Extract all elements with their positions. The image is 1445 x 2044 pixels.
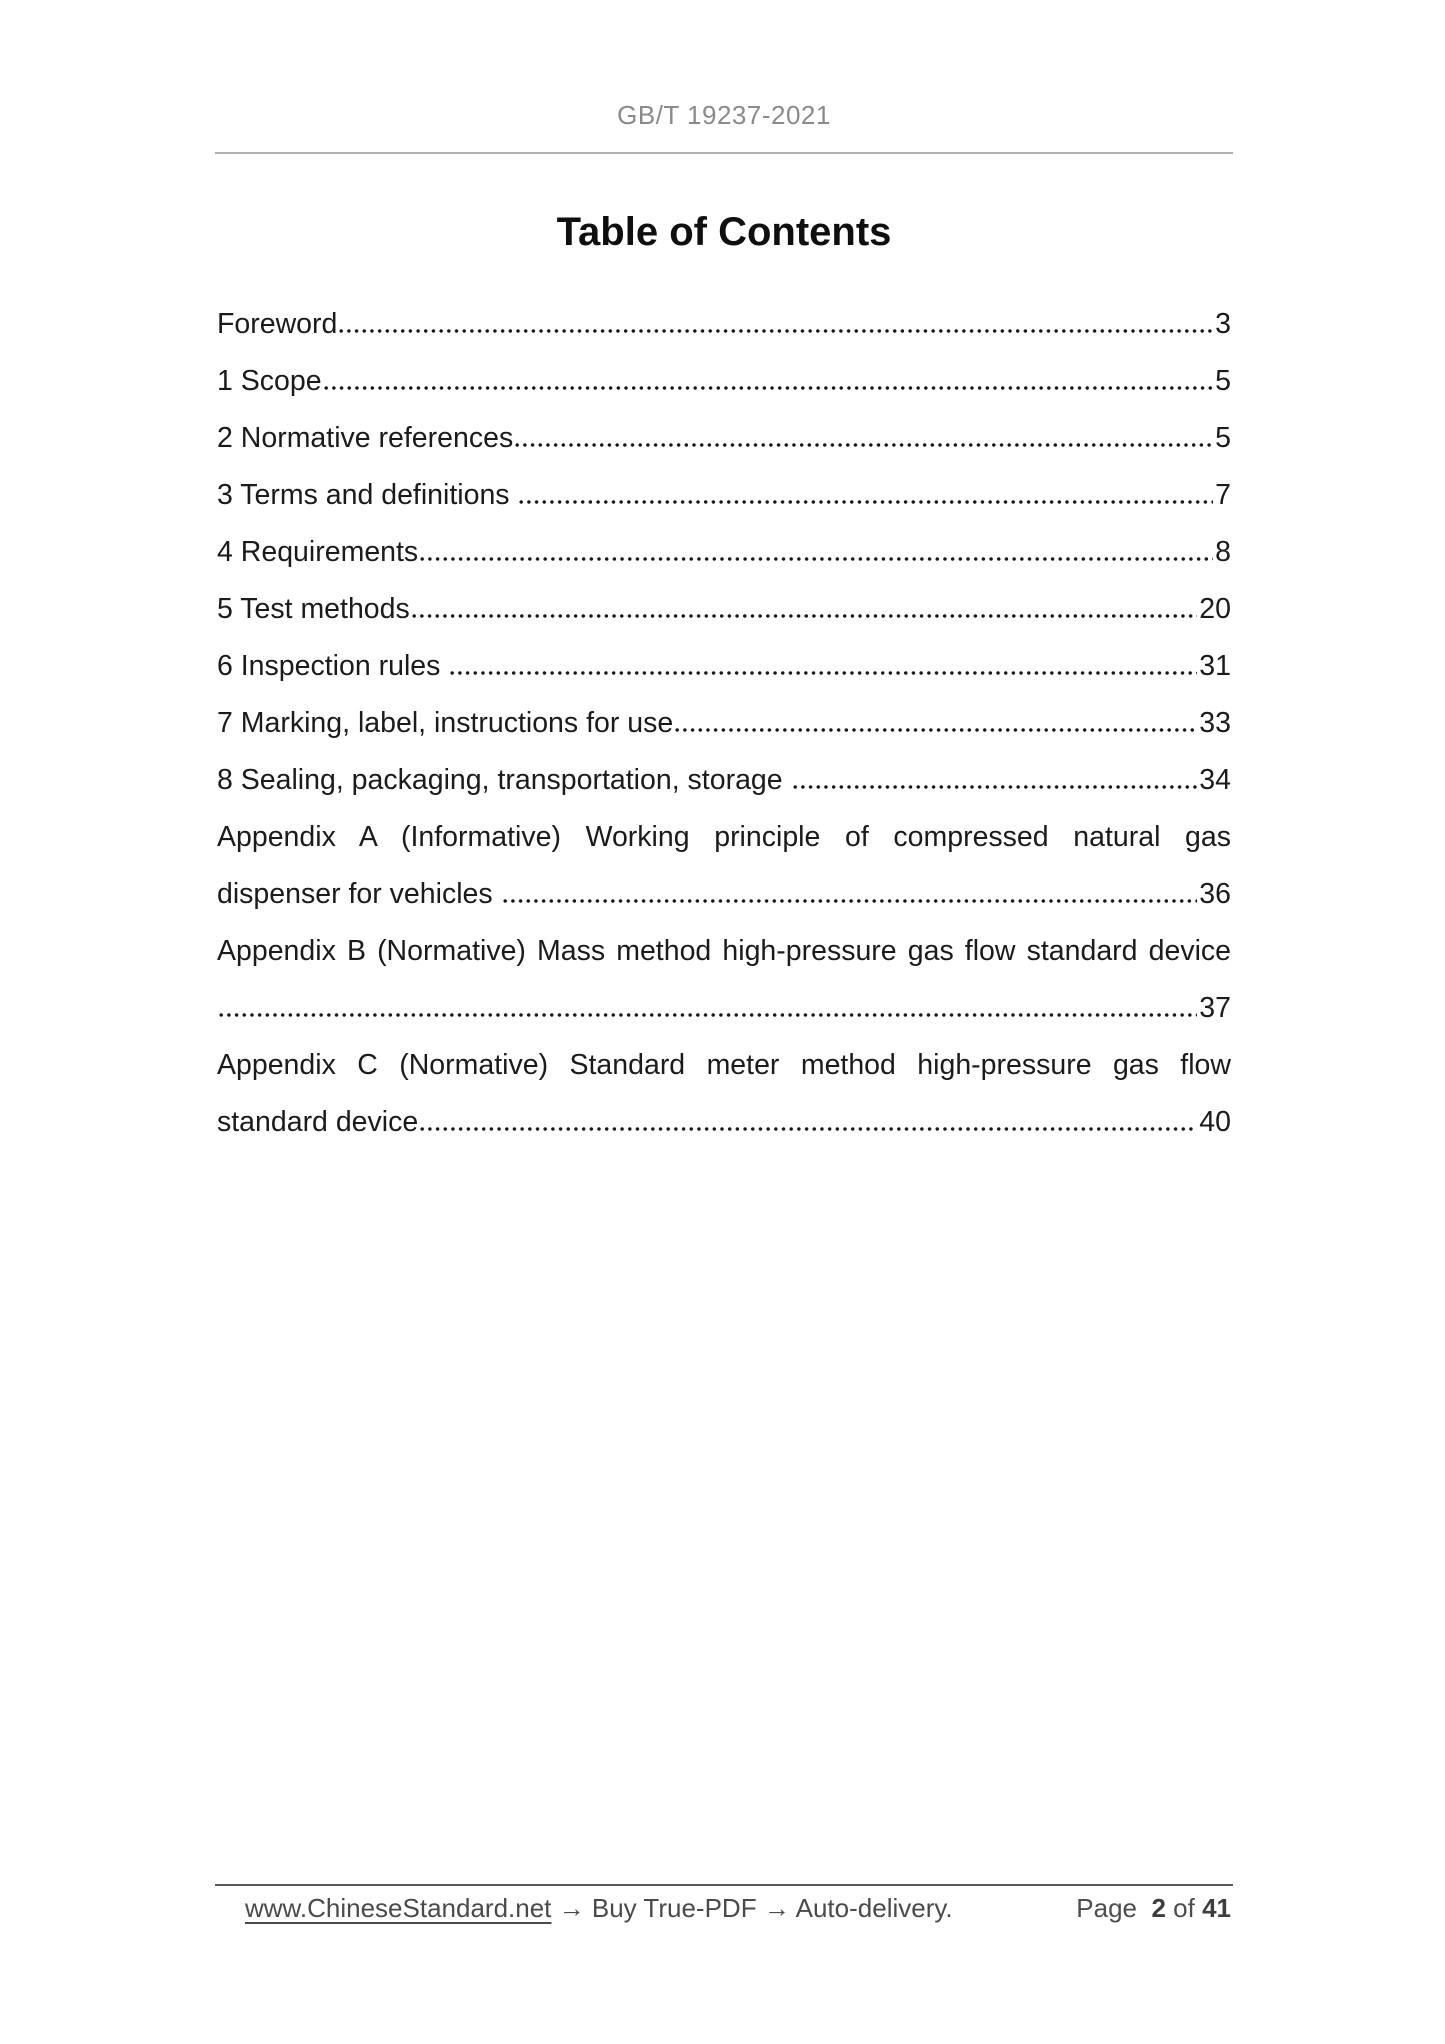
toc-entry-text: 6 Inspection rules xyxy=(217,650,449,682)
toc-entry-text: dispenser for vehicles xyxy=(217,878,501,910)
toc-entry-line[interactable] xyxy=(217,1094,1231,1151)
toc-entry-text: 1 Scope xyxy=(217,365,322,397)
page-label: Page xyxy=(1076,1893,1137,1923)
toc-entry-line[interactable] xyxy=(217,524,1231,581)
footer-action-buy: Buy True-PDF xyxy=(591,1893,757,1923)
toc-entry-line[interactable] xyxy=(217,296,1231,353)
footer-info xyxy=(217,1893,953,1924)
arrow-icon: → xyxy=(763,1893,790,1923)
toc-entry-text: 8 Sealing, packaging, transportation, storage xyxy=(217,764,791,796)
dot-leader xyxy=(450,671,1197,675)
dot-leader xyxy=(219,1013,1197,1017)
toc-entry-line[interactable]: Appendix A (Informative) Working principle of compressed natural gas xyxy=(217,821,1231,853)
dot-leader xyxy=(515,443,1213,447)
toc-entry-line[interactable] xyxy=(217,581,1231,638)
website-link[interactable]: www.ChineseStandard.net xyxy=(245,1893,552,1923)
dot-leader xyxy=(793,785,1198,789)
dot-leader xyxy=(503,899,1198,903)
toc-page-number: 8 xyxy=(1215,536,1231,568)
toc-entry-text: Foreword xyxy=(217,308,338,340)
footer-divider xyxy=(215,1884,1233,1886)
toc-page-number: 33 xyxy=(1199,707,1231,739)
toc-entry-text: 3 Terms and definitions xyxy=(217,479,518,511)
toc-page-number: 5 xyxy=(1215,422,1231,454)
footer xyxy=(217,1893,1231,1924)
toc-entry-line[interactable] xyxy=(217,410,1231,467)
toc-entry-line[interactable]: Appendix C (Normative) Standard meter method high-pressure gas flow xyxy=(217,1049,1231,1081)
toc-entry-line[interactable] xyxy=(217,353,1231,410)
toc-entry-text: 5 Test methods xyxy=(217,593,410,625)
dot-leader xyxy=(675,728,1197,732)
toc-entry-line[interactable]: Appendix B (Normative) Mass method high-pressure gas flow standard device xyxy=(217,935,1231,967)
toc-page-number: 7 xyxy=(1215,479,1231,511)
toc-page-number: 5 xyxy=(1215,365,1231,397)
total-page-number: 41 xyxy=(1202,1893,1231,1923)
toc-entry-text: standard device xyxy=(217,1106,419,1138)
current-page-number: 2 xyxy=(1151,1893,1166,1923)
toc-page-number: 40 xyxy=(1199,1106,1231,1138)
dot-leader xyxy=(324,386,1214,390)
dot-leader xyxy=(420,557,1213,561)
dot-leader xyxy=(412,614,1198,618)
dot-leader xyxy=(519,500,1213,504)
toc-page-number: 3 xyxy=(1215,308,1231,340)
toc-page-number: 31 xyxy=(1199,650,1231,682)
toc-entry-line[interactable] xyxy=(217,752,1231,809)
toc-entry-text: 7 Marking, label, instructions for use xyxy=(217,707,674,739)
dot-leader xyxy=(339,329,1213,333)
page-title: Table of Contents xyxy=(556,210,892,254)
footer-action-delivery: Auto-delivery. xyxy=(795,1893,953,1923)
toc-entry-line[interactable] xyxy=(217,467,1231,524)
header-divider xyxy=(215,152,1233,154)
toc-page-number: 20 xyxy=(1199,593,1231,625)
toc-entry-text: 2 Normative references xyxy=(217,422,514,454)
of-label: of xyxy=(1173,1893,1195,1923)
toc-entry-line[interactable] xyxy=(217,980,1231,1037)
toc-entry-line[interactable] xyxy=(217,638,1231,695)
toc-entry-line[interactable] xyxy=(217,866,1231,923)
toc-entry-text: 4 Requirements xyxy=(217,536,419,568)
table-of-contents xyxy=(217,296,1231,1151)
toc-page-number: 34 xyxy=(1199,764,1231,796)
page-indicator xyxy=(1076,1893,1231,1924)
dot-leader xyxy=(420,1127,1197,1131)
header-doc-number: GB/T 19237-2021 xyxy=(617,100,831,130)
toc-page-number: 36 xyxy=(1199,878,1231,910)
toc-entry-line[interactable] xyxy=(217,695,1231,752)
arrow-icon: → xyxy=(558,1893,585,1923)
toc-page-number: 37 xyxy=(1199,992,1231,1024)
